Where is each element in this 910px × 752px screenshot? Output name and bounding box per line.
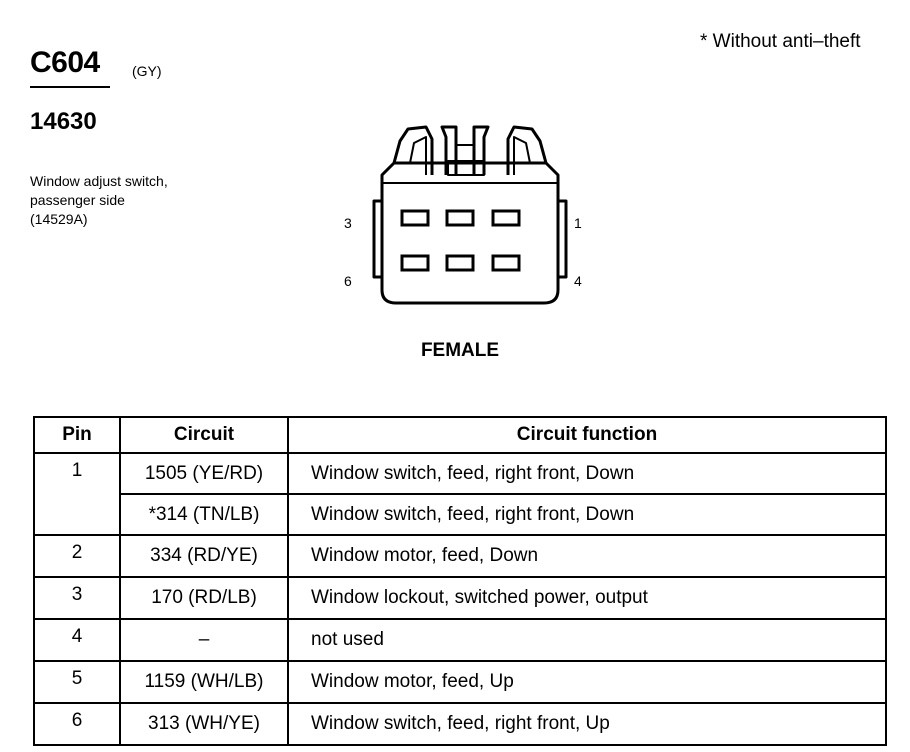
pin-cell: 2 [34,535,120,577]
circuit-cell: 1505 (YE/RD) [120,453,288,494]
component-line: (14529A) [30,211,88,227]
circuit-cell: *314 (TN/LB) [120,494,288,535]
pin-cell: 5 [34,661,120,703]
pin-cavity-2 [447,211,473,225]
pin-label-3: 3 [344,215,352,231]
connector-id-underline [30,86,110,88]
table-row [34,661,886,703]
pin-cavity-6 [402,256,428,270]
circuit-cell: 1159 (WH/LB) [120,661,288,703]
table-row [34,535,886,577]
pin-cell: 1 [34,453,120,494]
part-number: 14630 [30,108,97,135]
pin-cell: 3 [34,577,120,619]
function-cell: Window motor, feed, Up [288,661,886,703]
component-description [30,172,168,229]
connector-id: C604 [30,46,100,79]
circuit-cell: – [120,619,288,661]
pin-cavity-3 [402,211,428,225]
table-row [34,453,886,494]
circuit-cell: 170 (RD/LB) [120,577,288,619]
pin-cavity-1 [493,211,519,225]
circuit-cell: 313 (WH/YE) [120,703,288,745]
connector-color: (GY) [132,63,162,79]
pin-table [33,416,887,746]
header-circuit: Circuit [120,417,288,453]
circuit-cell: 334 (RD/YE) [120,535,288,577]
function-cell: Window motor, feed, Down [288,535,886,577]
table-header-row [34,417,886,453]
view-label: FEMALE [420,340,500,361]
pin-cavity-4 [493,256,519,270]
component-line: passenger side [30,192,125,208]
function-cell: Window switch, feed, right front, Down [288,494,886,535]
component-line: Window adjust switch, [30,173,168,189]
pin-cell [34,494,120,535]
footnote: * Without anti–theft [700,31,861,52]
pin-cavity-5 [447,256,473,270]
pin-cell: 6 [34,703,120,745]
pin-label-4: 4 [574,273,582,289]
header-circuit-function: Circuit function [288,417,886,453]
header-pin: Pin [34,417,120,453]
table-row [34,619,886,661]
connector-face-diagram [330,115,610,315]
table-row [34,577,886,619]
table-row [34,703,886,745]
function-cell: Window switch, feed, right front, Up [288,703,886,745]
pin-label-6: 6 [344,273,352,289]
function-cell: Window switch, feed, right front, Down [288,453,886,494]
pin-label-1: 1 [574,215,582,231]
table-row [34,494,886,535]
function-cell: not used [288,619,886,661]
function-cell: Window lockout, switched power, output [288,577,886,619]
pin-cell: 4 [34,619,120,661]
